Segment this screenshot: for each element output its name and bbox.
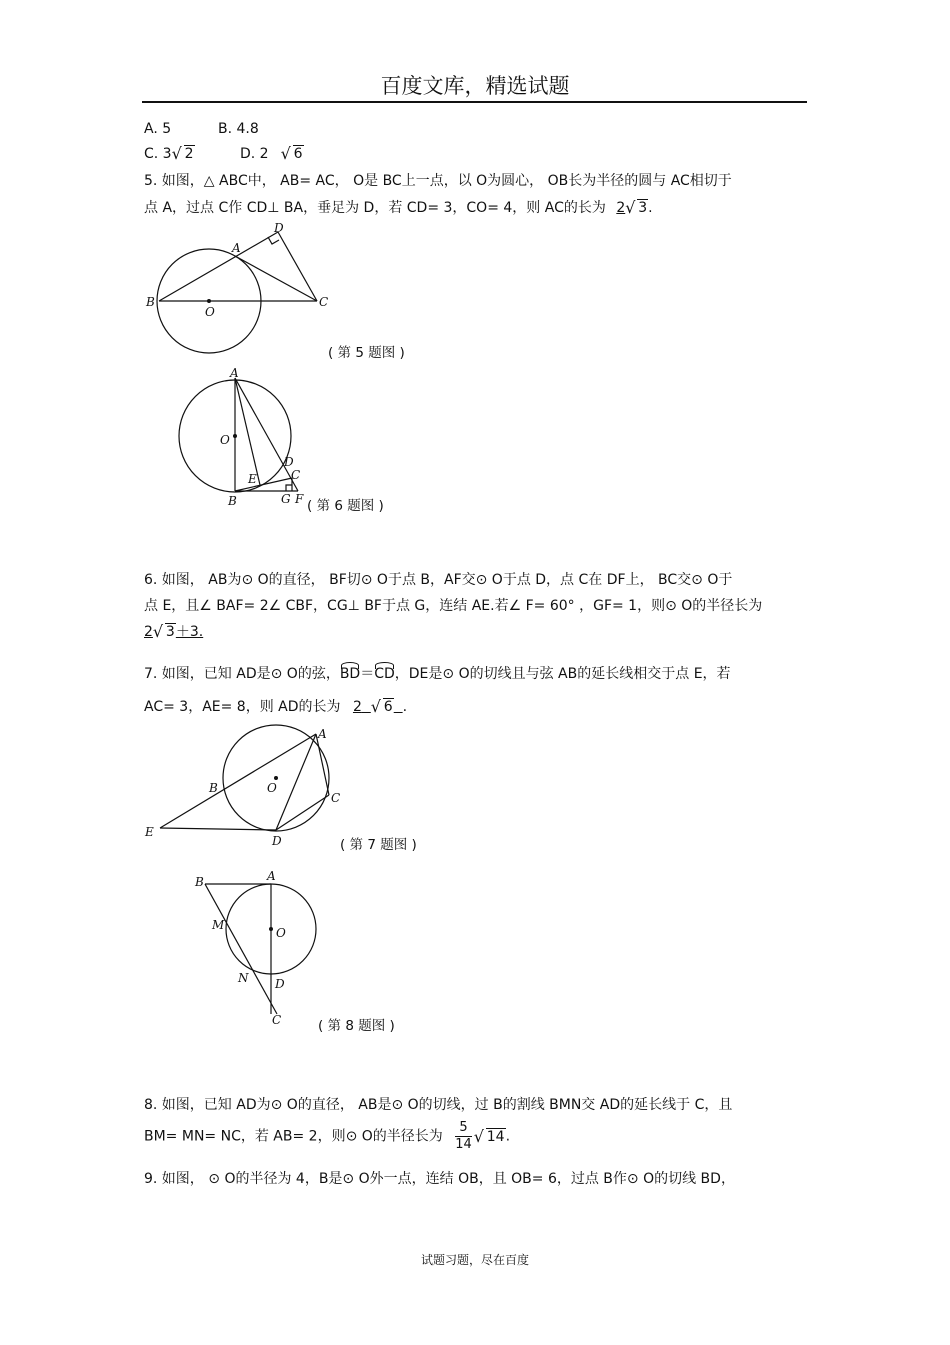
fig6-label-f: F bbox=[295, 492, 304, 506]
q7-caption: ( 第 7 题图 ) bbox=[340, 837, 417, 853]
q8-answer: $\frac{5}{14}$ √ 14 bbox=[453, 1129, 505, 1145]
fig8-label-d: D bbox=[275, 977, 285, 991]
fig7-label-o: O bbox=[267, 781, 277, 795]
option-c-prefix: C. 3 bbox=[144, 146, 172, 162]
fig5-label-c: C bbox=[319, 295, 329, 309]
header-rule bbox=[142, 101, 807, 103]
figure-5 bbox=[142, 220, 342, 360]
q6-answer: 2√ 3＋3. bbox=[144, 621, 203, 641]
q7-text-line2: AC= 3，AE= 8，则 AD的长为 2 √ 6 . bbox=[144, 696, 407, 716]
option-c bbox=[144, 146, 195, 162]
fig5-label-o: O bbox=[205, 305, 215, 319]
q7-arc-bd: BD bbox=[339, 666, 361, 682]
option-d-prefix: D. 2 bbox=[240, 146, 269, 162]
option-a: A. 5 bbox=[144, 121, 172, 137]
fig7-label-a: A bbox=[318, 727, 327, 741]
fig6-label-a: A bbox=[230, 366, 239, 380]
fig8-label-b: B bbox=[195, 875, 204, 889]
option-d-radical: √ 6 bbox=[283, 146, 304, 162]
q8-text-line2: BM= MN= NC，若 AB= 2，则⊙ O的半径长为 $\frac{5}{14}$ √ 14. bbox=[144, 1120, 510, 1153]
q5-caption: ( 第 5 题图 ) bbox=[328, 345, 405, 361]
fig8-label-n: N bbox=[238, 971, 249, 985]
q7-answer: 2 √ 6 bbox=[353, 699, 403, 715]
q7-arc-cd: CD bbox=[374, 666, 395, 682]
fig7-label-e: E bbox=[145, 825, 154, 839]
q6-text-line1: 6. 如图， AB为⊙ O的直径， BF切⊙ O于点 B，AF交⊙ O于点 D，点 C在 DF上， BC交⊙ O于 bbox=[144, 572, 733, 588]
q5-text-line2: 点 A，过点 C作 CD⊥ BA，垂足为 D，若 CD= 3，CO= 4，则 AC的长为 2√ 3. bbox=[144, 197, 653, 217]
fig6-label-o: O bbox=[220, 433, 230, 447]
option-b: B. 4.8 bbox=[218, 121, 259, 137]
q8-caption: ( 第 8 题图 ) bbox=[318, 1018, 395, 1034]
option-d bbox=[240, 146, 304, 162]
q6-caption: ( 第 6 题图 ) bbox=[307, 498, 384, 514]
q8-text-line1: 8. 如图，已知 AD为⊙ O的直径， AB是⊙ O的切线，过 B的割线 BMN交 AD的延长线于 C，且 bbox=[144, 1097, 733, 1113]
fig8-label-o: O bbox=[276, 926, 286, 940]
fig8-label-m: M bbox=[212, 918, 225, 932]
q5-text-line2-body: 点 A，过点 C作 CD⊥ BA，垂足为 D，若 CD= 3，CO= 4，则 AC的长为 bbox=[144, 200, 606, 216]
fig7-label-d: D bbox=[272, 834, 282, 848]
q5-text-line1: 5. 如图，△ ABC中， AB= AC， O是 BC上一点，以 O为圆心， OB长为半径的圆与 AC相切于 bbox=[144, 173, 732, 189]
q7-text-line1: 7. 如图，已知 AD是⊙ O的弦，BD＝CD，DE是⊙ O的切线且与弦 AB的延长线相交于点 E，若 bbox=[144, 666, 731, 682]
figure-8 bbox=[190, 866, 330, 1032]
page-header-title: 百度文库，精选试题 bbox=[380, 74, 570, 98]
fig5-label-b: B bbox=[146, 295, 155, 309]
fig5-label-a: A bbox=[232, 241, 241, 255]
fig7-label-c: C bbox=[331, 791, 341, 805]
q5-answer: 2√ 3 bbox=[616, 200, 648, 216]
fig5-label-d: D bbox=[274, 221, 284, 235]
q6-text-line2: 点 E，且∠ BAF= 2∠ CBF，CG⊥ BF于点 G，连结 AE.若∠ F= 60° ，GF= 1，则⊙ O的半径长为 bbox=[144, 598, 763, 614]
fig6-label-c: C bbox=[291, 468, 301, 482]
fig6-label-d: D bbox=[284, 455, 294, 469]
q9-text-line1: 9. 如图， ⊙ O的半径为 4，B是⊙ O外一点，连结 OB，且 OB= 6，过点 B作⊙ O的切线 BD， bbox=[144, 1171, 735, 1187]
fig8-label-a: A bbox=[267, 869, 276, 883]
page-footer: 试题习题，尽在百度 bbox=[420, 1253, 529, 1267]
fig7-label-b: B bbox=[209, 781, 218, 795]
figure-7 bbox=[142, 722, 352, 852]
figure-6 bbox=[170, 364, 310, 512]
option-c-radical: √ 2 bbox=[174, 146, 195, 162]
fig8-label-c: C bbox=[272, 1013, 282, 1027]
fig6-label-b: B bbox=[228, 494, 237, 508]
fig6-label-e: E bbox=[248, 472, 257, 486]
fig6-label-g: G bbox=[281, 492, 291, 506]
